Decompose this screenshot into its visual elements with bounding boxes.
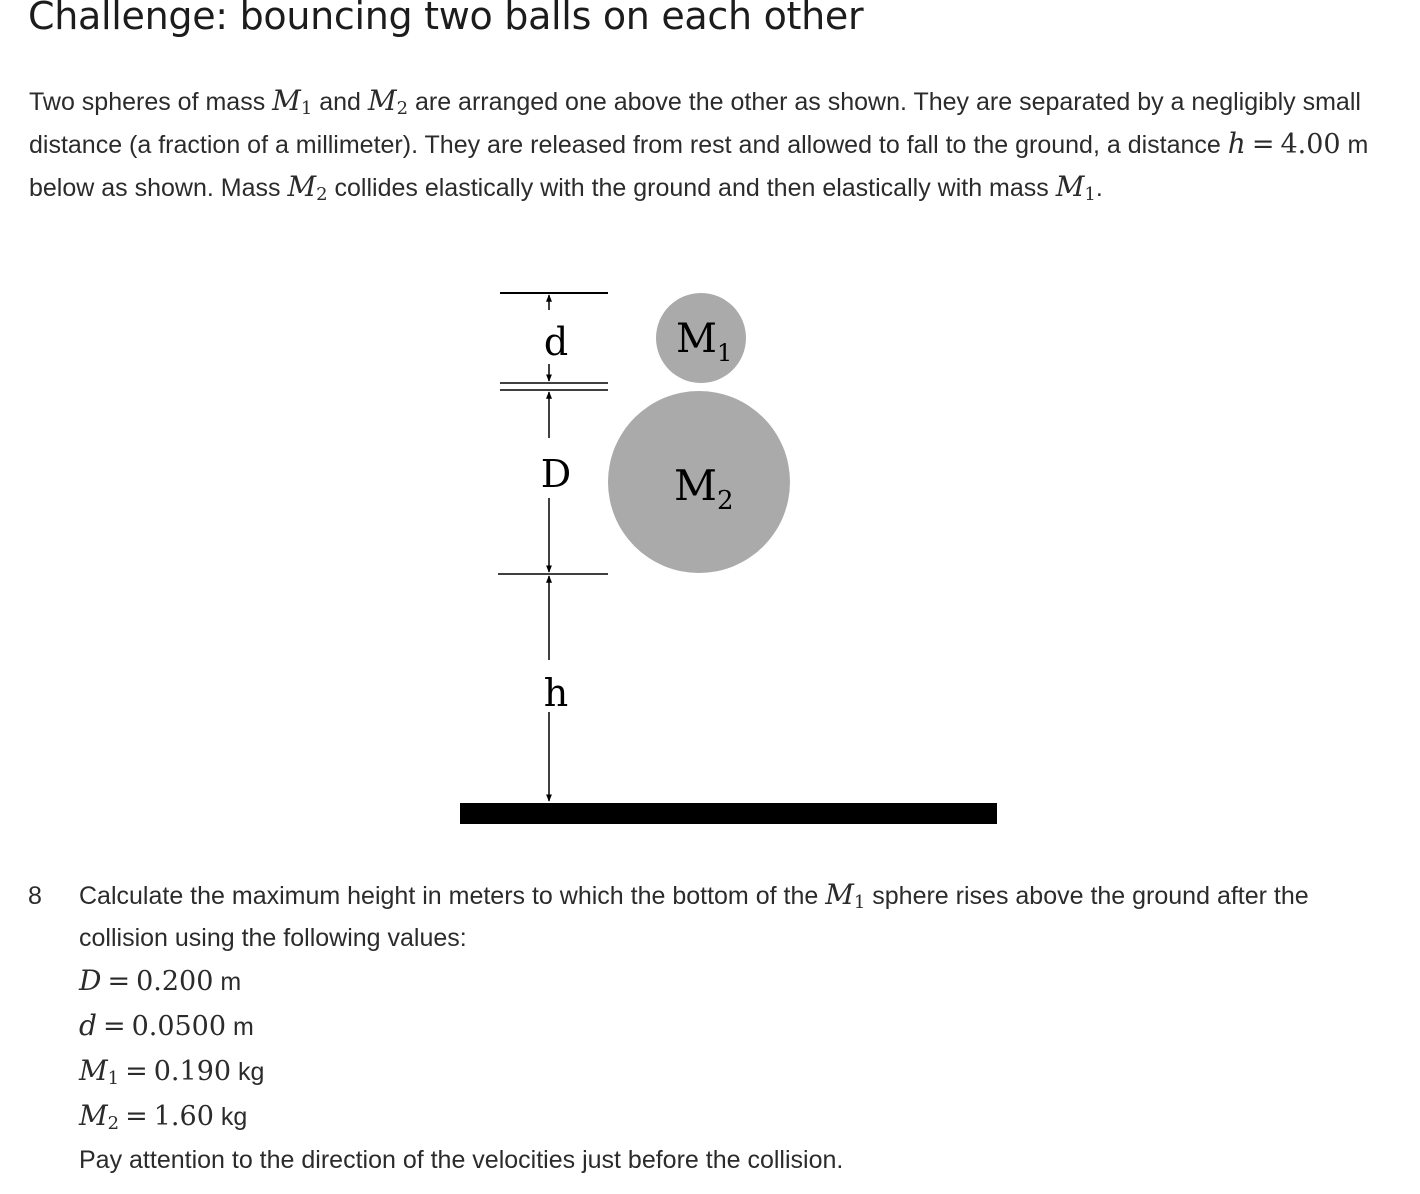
label-d: d [543,320,569,364]
ball-m2-label: $M_2$ [674,461,734,516]
intro-text: . [1095,174,1103,202]
intro-text: collides elastically with the ground and then elastically with mass [327,174,1056,202]
intro-text: and [312,88,368,116]
math-m2: $M_2$ [287,170,328,205]
page-title: Challenge: bouncing two balls on each other [28,0,864,38]
intro-text: Two spheres of mass [29,88,273,116]
given-value-row: $M_2 = 1.60$ kg [79,1099,248,1134]
intro-text: m below as shown. Mass [29,131,1369,202]
given-value-row: D = 0.200 m [79,964,242,997]
problem-intro [29,80,1389,209]
given-values [79,959,1399,1139]
ground-bar [460,803,997,824]
question-text: Calculate the maximum height in meters to which the bottom of the $M_1$ sphere rises above the ground after the collision using the following values: [79,878,1309,952]
math-m1: $M_1$ [825,878,866,913]
label-D: D [540,452,572,496]
intro-text: are arranged one above the other as shown. They are separated by a negligibly small distance (a fraction of a millimeter). They are released from rest and allowed to fall to the ground, a distance [29,88,1361,159]
question-body [79,874,1399,1181]
given-value-row: $M_1 = 0.190$ kg [79,1054,265,1089]
math-m1: $M_1$ [272,84,313,119]
math-equals: = [1251,129,1275,160]
label-h: h [543,671,569,715]
math-h-value: 4.00 [1280,129,1341,160]
ball-m1-label: $M_1$ [676,316,733,367]
question-note: Pay attention to the direction of the velocities just before the collision. [79,1146,844,1174]
question-number: 8 [28,882,42,910]
given-value-row: d = 0.0500 m [79,1009,254,1042]
math-m2: $M_2$ [367,84,409,119]
math-h: h [1227,127,1246,160]
math-m1: $M_1$ [1055,170,1096,205]
two-balls-diagram [0,280,1420,840]
